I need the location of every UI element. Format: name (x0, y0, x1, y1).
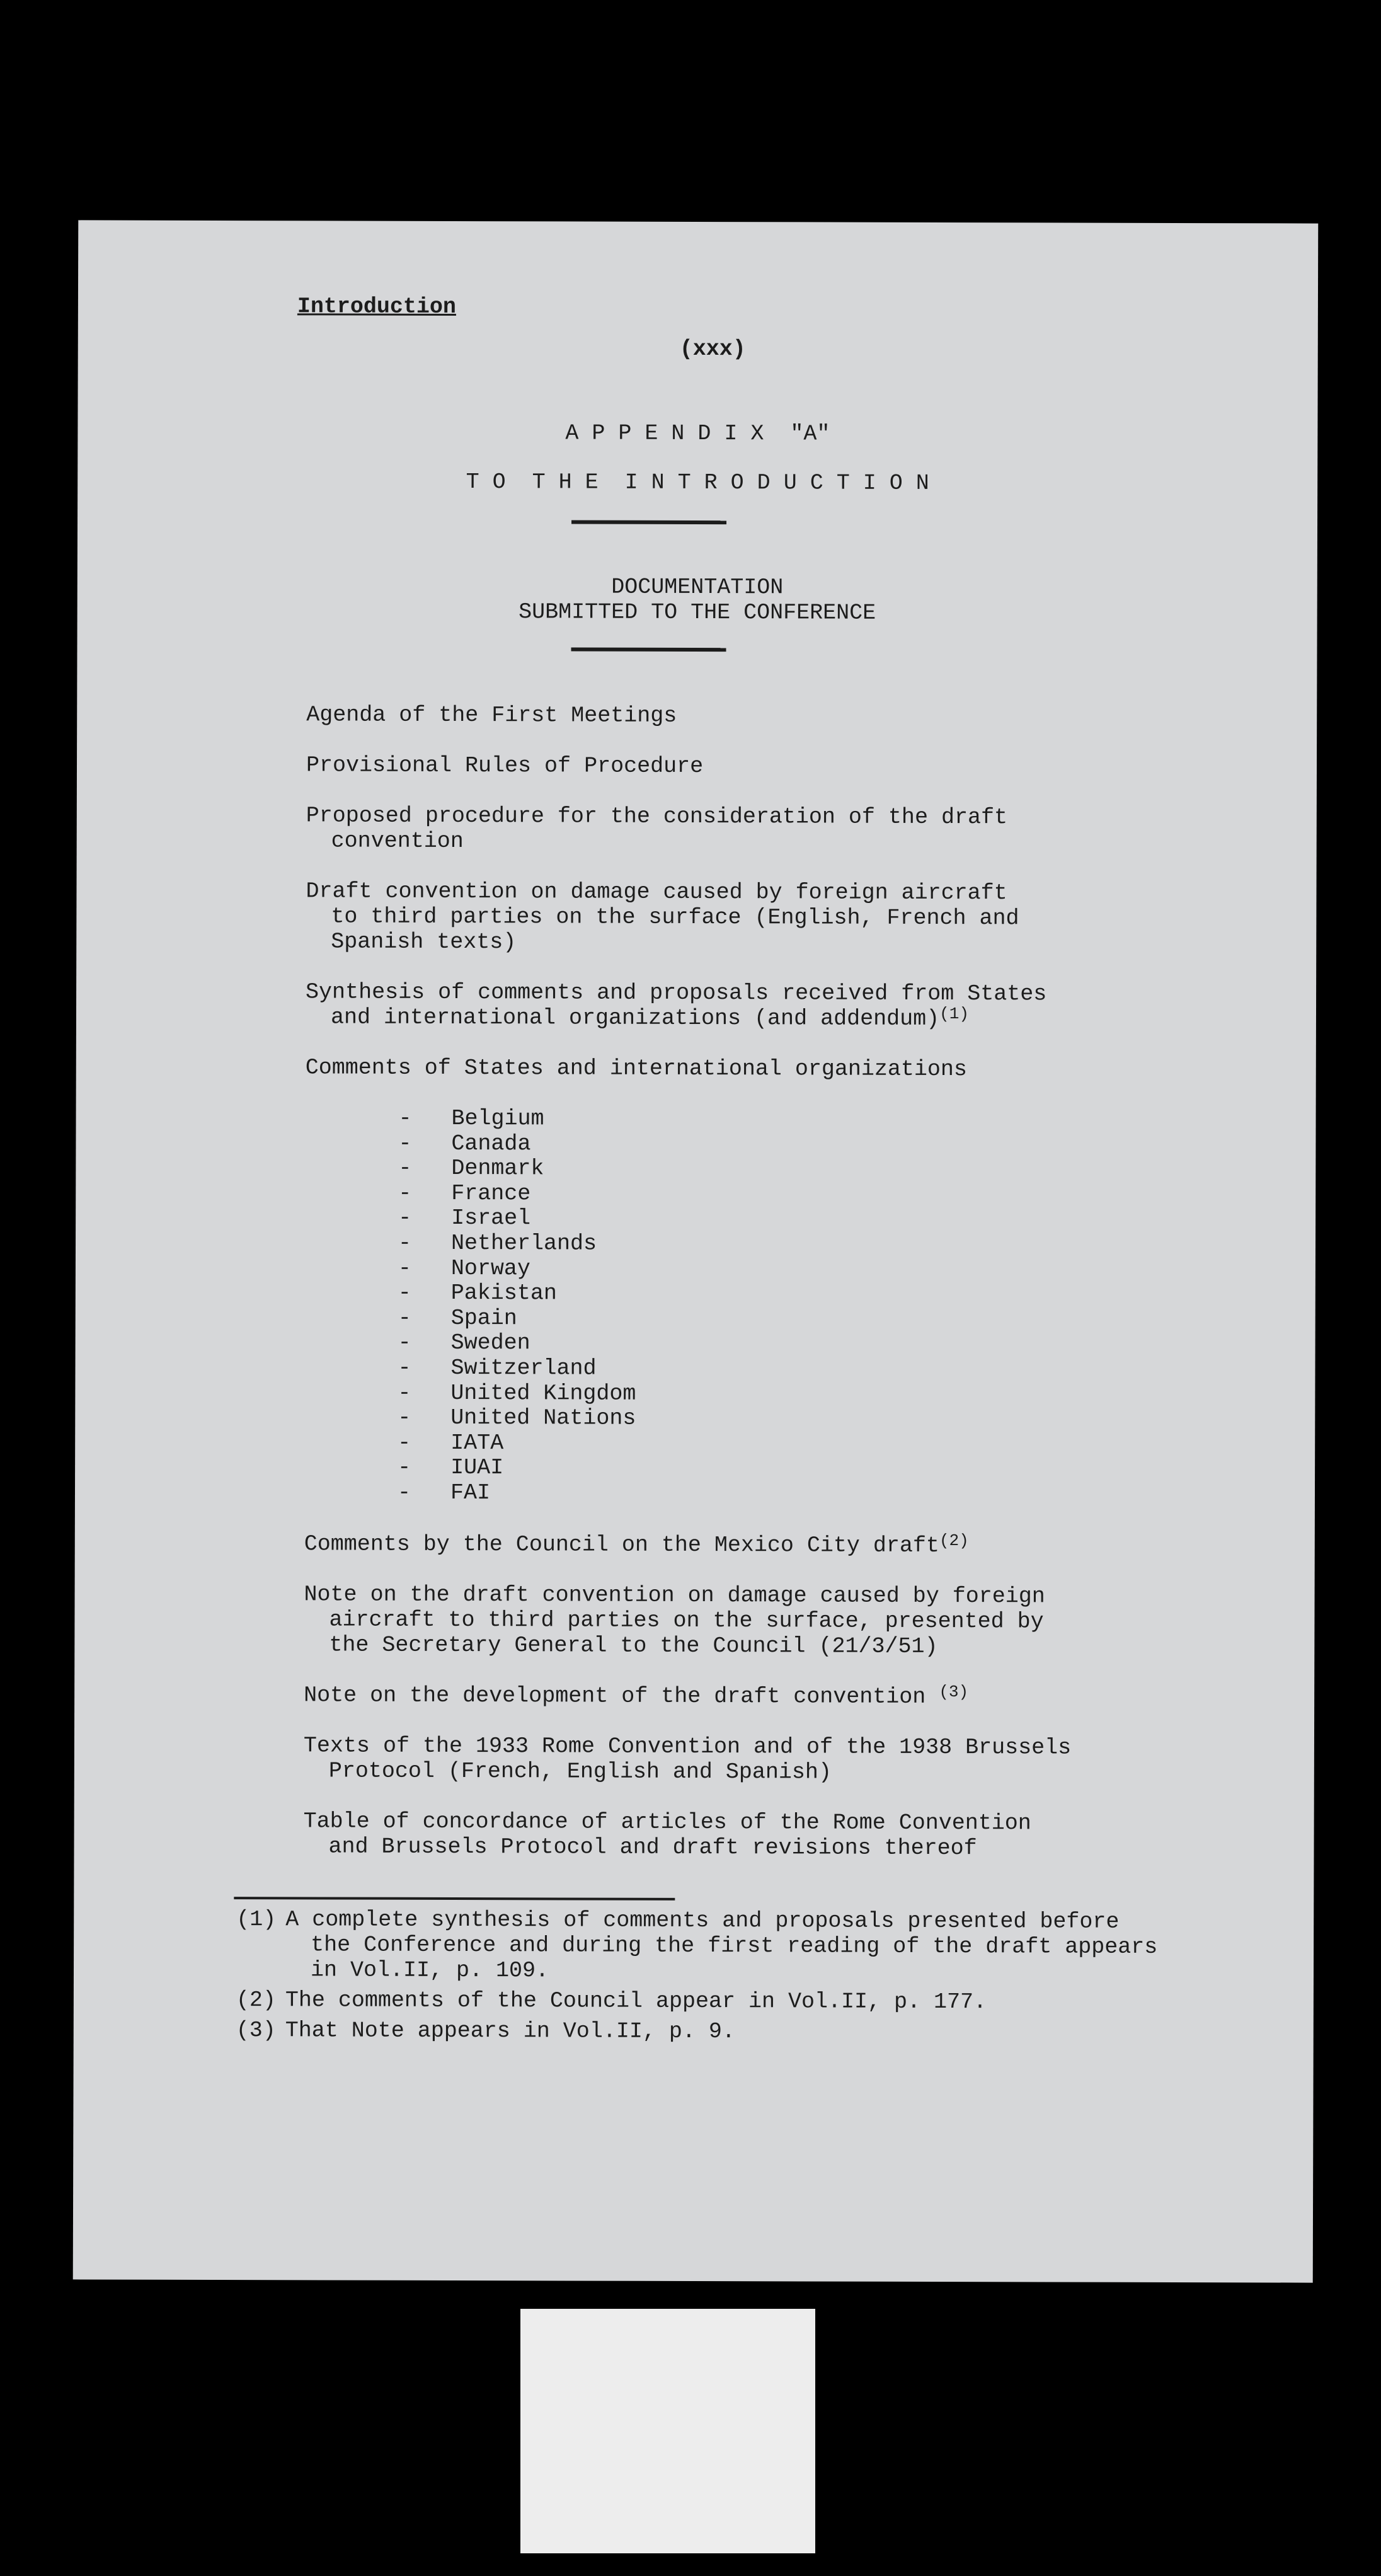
list-dash: - (398, 1380, 411, 1406)
list-item: United Nations (450, 1405, 636, 1431)
list-item: Canada (451, 1130, 531, 1157)
documentation-title: DOCUMENTATION (611, 574, 784, 601)
list-item: Denmark (451, 1155, 544, 1182)
footnote-1-line3: in Vol.II, p. 109. (310, 1957, 549, 1984)
appendix-subtitle: T O T H E I N T R O D U C T I O N (466, 469, 929, 496)
entry-synthesis-line1: Synthesis of comments and proposals received from States (306, 979, 1047, 1007)
footnote-ref-2: (2) (939, 1531, 969, 1551)
documentation-subtitle: SUBMITTED TO THE CONFERENCE (519, 599, 876, 626)
list-item: France (451, 1180, 531, 1207)
footnote-ref-3: (3) (939, 1682, 969, 1702)
list-item: Switzerland (450, 1355, 597, 1381)
list-item: Spain (450, 1305, 517, 1331)
list-dash: - (398, 1230, 412, 1256)
page-number: (xxx) (679, 336, 746, 362)
list-item: IUAI (450, 1454, 504, 1481)
footnote-1-line2: the Conference and during the first reading of the draft appears (311, 1932, 1158, 1960)
list-item: Sweden (450, 1330, 530, 1356)
footnote-2-mark: (2) (236, 1987, 276, 2013)
list-dash: - (398, 1454, 411, 1480)
entry-procedure-line1: Proposed procedure for the consideration of the draft (306, 803, 1008, 831)
list-dash: - (398, 1280, 411, 1306)
entry-table-line1: Table of concordance of articles of the Rome Convention (303, 1808, 1031, 1836)
list-item: Netherlands (450, 1230, 597, 1256)
entry-procedure-line2: convention (331, 828, 464, 854)
list-dash: - (398, 1305, 411, 1331)
list-dash: - (397, 1480, 411, 1505)
footnote-1-mark: (1) (236, 1907, 277, 1933)
list-item: Norway (450, 1255, 531, 1282)
entry-council: Comments by the Council on the Mexico City draft$^{(2)}$ (304, 1531, 969, 1559)
footnote-1-line1: A complete synthesis of comments and proposals presented before (285, 1907, 1120, 1935)
document-page (73, 220, 1319, 2282)
list-item: Pakistan (450, 1280, 557, 1306)
list-dash: - (398, 1255, 411, 1281)
list-dash: - (398, 1155, 412, 1181)
list-dash: - (398, 1105, 412, 1131)
title-rule (571, 520, 726, 524)
entry-draft-line3: Spanish texts) (331, 929, 517, 955)
footnote-3-text: That Note appears in Vol.II, p. 9. (285, 2018, 735, 2045)
entry-table-line2: and Brussels Protocol and draft revisions thereof (328, 1834, 977, 1861)
entry-synthesis-line2: and international organizations (and addendum)$^{(1)}$ (330, 1004, 970, 1032)
list-dash: - (398, 1205, 412, 1231)
list-item: FAI (450, 1480, 491, 1506)
entry-note1-line3: the Secretary General to the Council (21/3/51) (329, 1632, 938, 1660)
list-dash: - (398, 1405, 411, 1430)
entry-draft-line2: to third parties on the surface (English, French and (331, 904, 1019, 931)
entry-comments-intro: Comments of States and international organizations (305, 1055, 967, 1083)
section-header: Introduction (297, 294, 457, 319)
list-dash: - (398, 1330, 411, 1355)
entry-agenda: Agenda of the First Meetings (306, 702, 677, 728)
list-dash: - (398, 1355, 411, 1381)
footnote-2-text: The comments of the Council appear in Vol.II, p. 177. (285, 1987, 987, 2015)
documentation-rule (571, 647, 726, 652)
entry-rules: Provisional Rules of Procedure (306, 752, 704, 779)
list-item: Belgium (451, 1105, 544, 1132)
list-dash: - (398, 1430, 411, 1456)
entry-note1-line2: aircraft to third parties on the surface, presented by (329, 1607, 1044, 1635)
list-item: IATA (450, 1430, 504, 1456)
entry-note1-line1: Note on the draft convention on damage caused by foreign (304, 1582, 1045, 1609)
list-item: Israel (451, 1205, 531, 1231)
footnote-3-mark: (3) (236, 2018, 276, 2044)
list-dash: - (398, 1130, 412, 1156)
footnote-ref-1: (1) (939, 1004, 970, 1024)
entry-texts-line2: Protocol (French, English and Spanish) (328, 1758, 832, 1785)
footnote-rule (234, 1897, 675, 1900)
list-dash: - (398, 1180, 412, 1206)
list-item: United Kingdom (450, 1380, 636, 1406)
entry-texts-line1: Texts of the 1933 Rome Convention and of the 1938 Brussels (303, 1733, 1072, 1761)
entry-note2: Note on the development of the draft convention $^{(3)}$ (304, 1682, 969, 1710)
paper-slip (520, 2309, 815, 2553)
appendix-title: A P P E N D I X "A" (565, 420, 830, 447)
entry-draft-line1: Draft convention on damage caused by foreign aircraft (306, 878, 1007, 906)
